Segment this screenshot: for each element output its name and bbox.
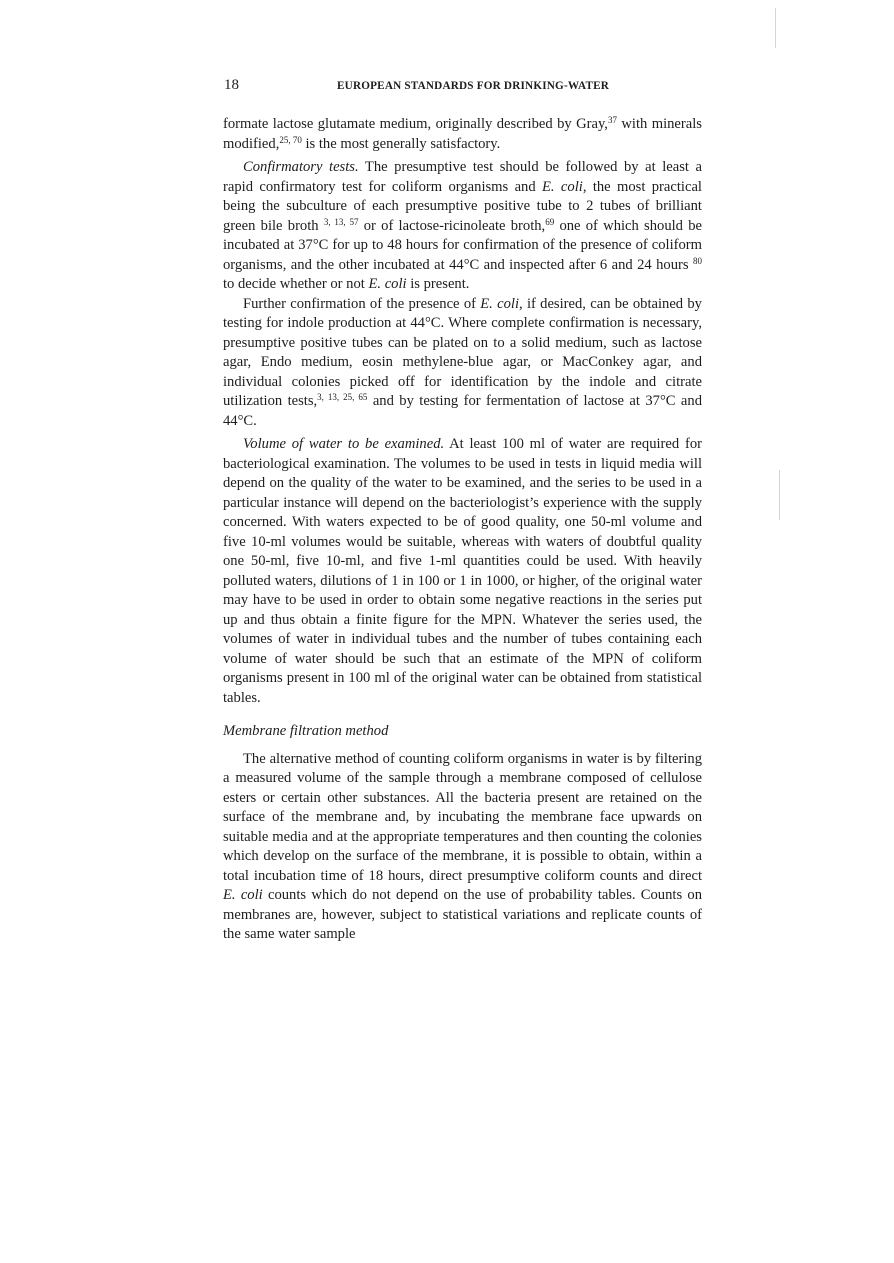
scan-mark-top: [775, 8, 776, 48]
paragraph-volume-of-water: [223, 435, 702, 708]
text-span: formate lactose glutamate medium, originally described by Gray,: [223, 116, 608, 132]
text-span: to decide whether or not: [223, 276, 369, 292]
text-span: , if desired, can be obtained by testing for indole production at 44°C. Where complete confirmation is necessary, presumptive positive tubes can be plated on to a solid medium, such as lactose agar, Endo medium, eosin methylene-blue agar, or MacConkey agar, and individual colonies picked off for identification by the indole and citrate utilization tests,: [223, 295, 702, 409]
run-in-heading: Confirmatory tests.: [243, 159, 359, 175]
reference-marker: 25, 70: [279, 134, 302, 145]
text-span: The presumptive test should be followed by at least a rapid confirmatory test for coliform organisms and: [223, 159, 702, 195]
organism-name: E. coli: [542, 178, 583, 195]
text-span: is present.: [406, 276, 470, 292]
paragraph-confirmatory-tests: [223, 158, 702, 295]
run-in-heading: Volume of water to be examined.: [243, 436, 445, 452]
paragraph-further-confirmation: [223, 295, 702, 432]
reference-marker: 3, 13, 25, 65: [317, 392, 368, 402]
reference-marker: 69: [545, 216, 555, 227]
reference-marker: 37: [607, 115, 617, 125]
text-span: and by testing for fermentation of lactose at 37°C and 44°C.: [223, 393, 702, 429]
reference-marker: 3, 13, 57: [323, 216, 359, 227]
reference-marker: 80: [693, 255, 702, 266]
text-span: The alternative method of counting coliform organisms in water is by filtering a measured volume of the sample through a membrane composed of cellulose esters or certain other substances. All the bacteria present are retained on the surface of the membrane and, by incubating the membrane face upwards on suitable media and at the appropriate temperatures and then counting the colonies which develop on the surface of the membrane, it is possible to obtain, within a total incubation time of 18 hours, direct presumptive coliform counts and direct: [223, 750, 702, 884]
section-heading-membrane-filtration: Membrane filtration method: [223, 723, 389, 739]
text-span: is the most generally satisfactory.: [301, 135, 501, 152]
text-span: with minerals modified,: [223, 116, 702, 152]
text-span: one of which should be incubated at 37°C for up to 48 hours for confirmation of the presence of coliform organisms, and the other incubated at 44°C and inspected after 6 and 24 hours: [223, 217, 702, 273]
scan-mark-right: [779, 470, 780, 520]
text-span: At least 100 ml of water are required for bacteriological examination. The volumes to be used in tests in liquid media will depend on the quality of the water to be examined, and the series to be used in a particular instance will depend on the bacteriologist’s experience with the supply concerned. With waters expected to be of good quality, one 50-ml volume and five 10-ml volumes would be suitable, whereas with waters of doubtful quality one 50-ml, five 10-ml, and five 1-ml quantities could be used. With heavily polluted waters, dilutions of 1 in 100 or 1 in 1000, or higher, of the original water may have to be used in order to obtain some negative reactions in the series put up and thus obtain a finite figure for the MPN. Whatever the series used, the volumes of water in individual tubes and the number of tubes containing each volume of water should be such that an estimate of the MPN of coliform organisms present in 100 ml of the original water can be obtained from statistical tables.: [223, 436, 702, 706]
paragraph-formate-medium: [223, 115, 702, 154]
text-span: Further confirmation of the presence of: [243, 295, 481, 312]
running-header: EUROPEAN STANDARDS FOR DRINKING-WATER: [337, 80, 610, 92]
organism-name: E. coli: [368, 276, 407, 292]
text-span: , the most practical being the subculture of each presumptive positive tube to 2 tubes of brilliant green bile broth: [223, 178, 702, 234]
text-span: or of lactose-ricinoleate broth,: [358, 217, 546, 234]
paragraph-membrane-method: [223, 750, 702, 945]
text-span: counts which do not depend on the use of probability tables. Counts on membranes are, however, subject to statistical variations and replicate counts of the same water sample: [223, 887, 702, 942]
organism-name: E. coli: [223, 887, 263, 903]
page-number: 18: [224, 77, 239, 93]
body-text: [223, 115, 702, 945]
organism-name: E. coli: [480, 295, 520, 312]
